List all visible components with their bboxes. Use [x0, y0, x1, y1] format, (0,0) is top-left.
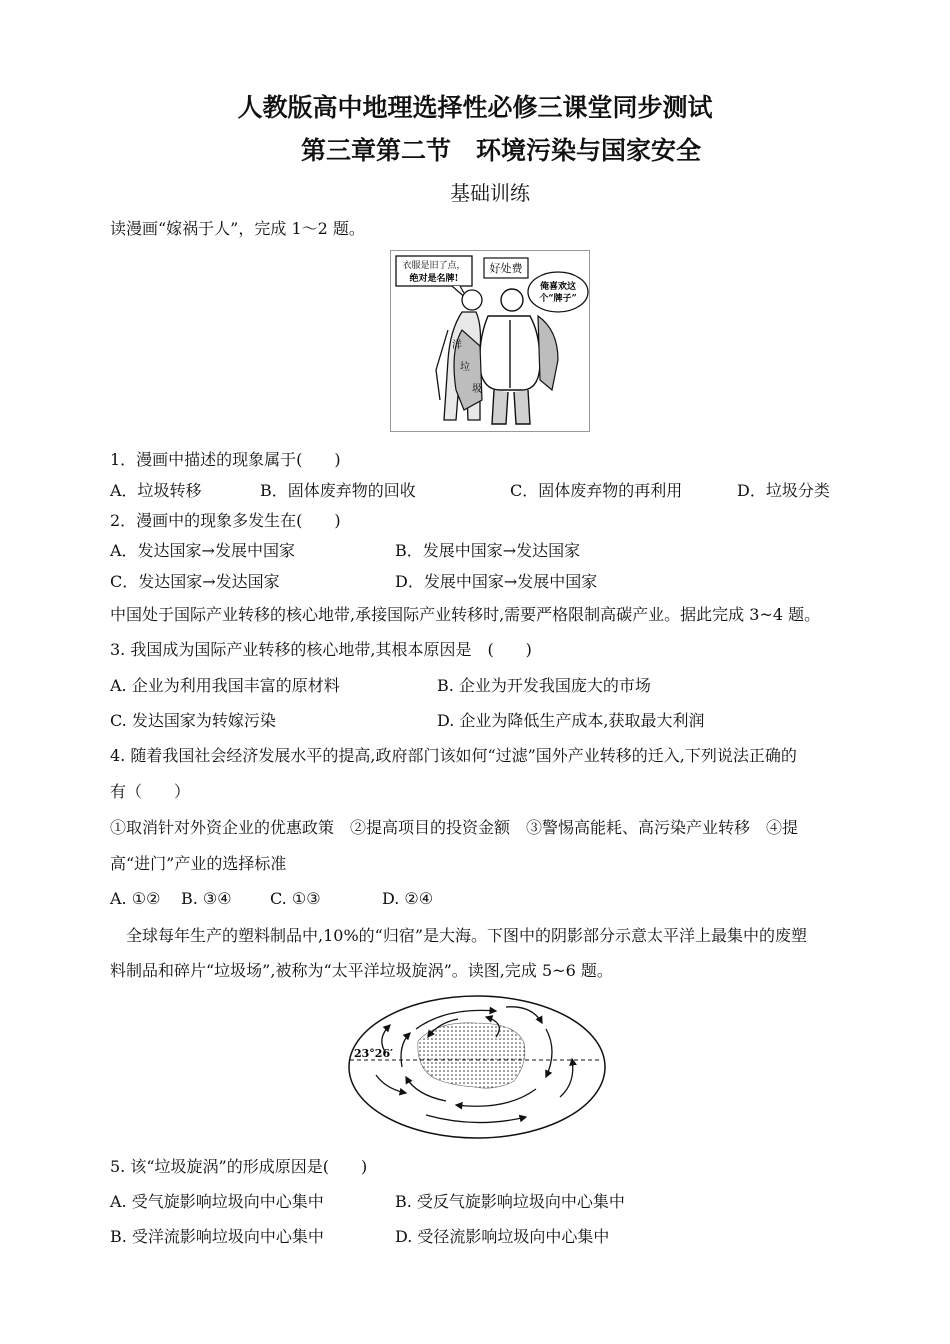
intro-pacific-garbage-line-1: 全球每年生产的塑料制品中,10%的“归宿”是大海。下图中的阴影部分示意太平洋上最集中的废塑	[126, 926, 808, 945]
q2-option-a: A．发达国家→发展中国家	[110, 541, 295, 560]
q5-option-c: B. 受洋流影响垃圾向中心集中	[110, 1227, 324, 1246]
q2-option-c: C．发达国家→发达国家	[110, 572, 280, 591]
q2-option-b: B．发展中国家→发达国家	[395, 541, 581, 560]
q5-option-d: D. 受径流影响垃圾向中心集中	[395, 1227, 610, 1246]
coat-label-ji: 圾	[472, 384, 482, 395]
coat-label-yang: 洋	[452, 340, 462, 351]
pacific-gyre-map	[346, 993, 608, 1141]
question-5-stem: 5. 该“垃圾旋涡”的形成原因是( )	[110, 1157, 368, 1176]
document-title: 人教版高中地理选择性必修三课堂同步测试	[237, 93, 713, 122]
q3-option-d: D. 企业为降低生产成本,获取最大利润	[437, 711, 705, 730]
q1-option-c: C．固体废弃物的再利用	[510, 481, 683, 500]
question-4-stem-line-1: 4. 随着我国社会经济发展水平的提高,政府部门该如何“过滤”国外产业转移的迁入,下列说法正确的	[110, 746, 797, 765]
q1-option-d: D．垃圾分类	[737, 481, 830, 500]
question-4-stem-line-2: 有（ ）	[110, 782, 191, 801]
document-subtitle: 第三章第二节 环境污染与国家安全	[300, 136, 701, 165]
q1-option-a: A．垃圾转移	[110, 481, 202, 500]
question-4-items-line-1: ①取消针对外资企业的优惠政策 ②提高项目的投资金额 ③警惕高能耗、高污染产业转移 ④提	[110, 818, 799, 837]
speech-bubble-mid	[484, 258, 528, 278]
intro-industry-transfer: 中国处于国际产业转移的核心地带,承接国际产业转移时,需要严格限制高碳产业。据此完成 3~4 题。	[110, 605, 821, 624]
question-4-items-line-2: 高“进门”产业的选择标准	[110, 854, 287, 873]
q4-option-b: B. ③④	[181, 889, 232, 908]
speech-bubble-right	[528, 272, 588, 312]
coat-label-la: 垃	[460, 362, 470, 373]
intro-cartoon: 读漫画“嫁祸于人”，完成 1～2 题。	[110, 219, 365, 238]
bubble-left-text-1: 衣服是旧了点，	[402, 261, 466, 271]
question-1-stem: 1．漫画中描述的现象属于( )	[110, 450, 341, 469]
question-2-stem: 2．漫画中的现象多发生在( )	[110, 511, 341, 530]
section-heading: 基础训练	[450, 181, 530, 205]
cartoon-illustration	[390, 250, 590, 432]
q4-option-c: C. ①③	[270, 889, 321, 908]
question-3-stem: 3. 我国成为国际产业转移的核心地带,其根本原因是 ( )	[110, 640, 532, 659]
q5-option-b: B. 受反气旋影响垃圾向中心集中	[395, 1192, 625, 1211]
q3-option-c: C. 发达国家为转嫁污染	[110, 711, 276, 730]
q3-option-b: B. 企业为开发我国庞大的市场	[437, 676, 651, 695]
q4-option-d: D. ②④	[382, 889, 434, 908]
q3-option-a: A. 企业为利用我国丰富的原材料	[110, 676, 340, 695]
q4-option-a: A. ①②	[110, 889, 161, 908]
bubble-right-text-1: 俺喜欢这	[539, 282, 577, 292]
latitude-label: 23°26′	[354, 1047, 394, 1060]
bubble-left-text-2: 绝对是名牌!	[409, 274, 459, 284]
q1-option-b: B．固体废弃物的回收	[260, 481, 416, 500]
intro-pacific-garbage-line-2: 料制品和碎片“垃圾场”,被称为“太平洋垃圾旋涡”。读图,完成 5~6 题。	[110, 961, 613, 980]
q2-option-d: D．发展中国家→发展中国家	[395, 572, 598, 591]
bubble-mid-text: 好处费	[489, 262, 523, 275]
bubble-right-text-2: 个“牌子”	[539, 294, 577, 304]
q5-option-a: A. 受气旋影响垃圾向中心集中	[110, 1192, 324, 1211]
